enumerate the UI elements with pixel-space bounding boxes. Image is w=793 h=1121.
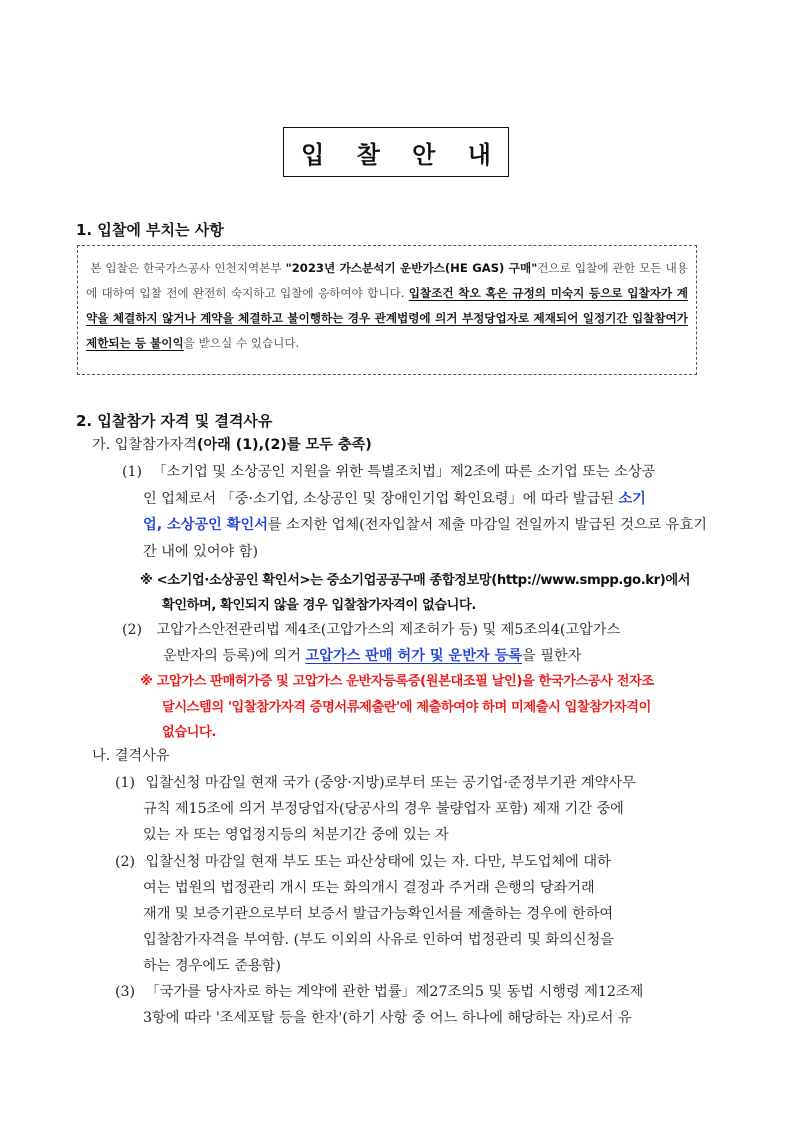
sub-b-item2-line2: 여는 법원의 법정관리 개시 또는 화의개시 결정과 주거래 은행의 당좌거래: [143, 880, 595, 896]
sub-b-item1-line2: 규칙 제15조에 의거 부정당업자(당공사의 경우 불량업자 포함) 제재 기간 중에: [143, 801, 624, 817]
notice-project-name: "2023년 가스분석기 운반가스(HE GAS) 구매": [285, 261, 538, 275]
sub-a-item2-num: (2): [122, 622, 143, 638]
sme-certificate-highlight: 소기: [618, 491, 646, 507]
notice-warning: 입찰조건 착오 혹은 규정의 미숙지 등으로 입찰자가 계약을 체결하지 않거나 계약을 체결하고 불이행하는 경우 관계법령에 의거 부정당업자로 제재되어 일정기간 입찰참여가 제한되는 등 불이익: [86, 286, 688, 350]
sub-a-item2-line2: 운반자의 등록)에 의거 고압가스 판매 허가 및 운반자 등록을 필한자: [163, 648, 582, 664]
document-title: 입 찰 안 내: [301, 140, 503, 169]
sub-b-item2-line1: (2) 입찰신청 마감일 현재 부도 또는 파산상태에 있는 자. 다만, 부도업체에 대하: [115, 854, 611, 870]
sub-b-item3-num: (3): [115, 984, 136, 1000]
gas-license-note-line2: 달시스템의 '입찰참가자격 증명서류제출란'에 제출하여야 하며 미제출시 입찰참가자격이: [162, 700, 651, 715]
sub-b-item3-line2: 3항에 따라 '조세포탈 등을 한자'(하기 사항 중 어느 하나에 해당하는 자)로서 유: [143, 1010, 632, 1026]
notice-after-project: 건으로 입찰에 관한 모든 내용에 대하여 입찰 전에 완전히 숙지하고 입찰에 응하여야 합니다.: [86, 261, 688, 300]
sub-b-item1-num: (1): [115, 775, 136, 791]
sme-note-line2: 확인하며, 확인되지 않을 경우 입찰참가자격이 없습니다.: [162, 598, 476, 613]
section2-heading: 2. 입찰참가 자격 및 결격사유: [76, 412, 273, 430]
sme-certificate-highlight-2: 업, 소상공인 확인서: [143, 517, 268, 533]
notice-ending: 을 받으실 수 있습니다.: [183, 336, 300, 350]
section1-heading: 1. 입찰에 부치는 사항: [76, 221, 224, 239]
sub-b-item3-line1: (3) 「국가를 당사자로 하는 계약에 관한 법률」제27조의5 및 동법 시행령 제12조제: [115, 984, 644, 1000]
sub-a-item1-line4: 간 내에 있어야 함): [143, 544, 259, 560]
sub-b-item2-line5: 하는 경우에도 준용함): [143, 958, 281, 974]
gas-license-highlight: 고압가스 판매 허가 및 운반자 등록: [305, 648, 522, 664]
sme-note-line1: ※ <소기업·소상공인 확인서>는 중소기업공공구매 종합정보망(http://www.smpp.go.kr)에서: [140, 573, 691, 588]
sub-a-item1-line2: 인 업체로서 「중·소기업, 소상공인 및 장애인기업 확인요령」에 따라 발급된 소기: [143, 491, 646, 507]
sub-b-item2-num: (2): [115, 854, 136, 870]
sub-a-item1-num: (1): [122, 464, 143, 480]
sub-b-item1-line1: (1) 입찰신청 마감일 현재 국가 (중앙·지방)로부터 또는 공기업·준정부기관 계약사무: [115, 775, 636, 791]
sub-a-label-bold: (아래 (1),(2)를 모두 충족): [196, 437, 372, 453]
sub-a-item2-line1: (2) 고압가스안전관리법 제4조(고압가스의 제조허가 등) 및 제5조의4(고압가스: [122, 622, 621, 638]
sub-b-heading: 나. 결격사유: [92, 748, 170, 764]
sub-a-item1-line3: 업, 소상공인 확인서를 소지한 업체(전자입찰서 제출 마감일 전일까지 발급된 것으로 유효기: [143, 517, 707, 533]
gas-license-note-line3: 없습니다.: [162, 725, 216, 740]
sub-a-heading: [92, 434, 372, 454]
sub-b-item1-line3: 있는 자 또는 영업정지등의 처분기간 중에 있는 자: [143, 827, 449, 843]
sub-b-item2-line3: 재개 및 보증기관으로부터 보증서 발급가능확인서를 제출하는 경우에 한하여: [143, 906, 614, 922]
gas-license-note-line1: ※ 고압가스 판매허가증 및 고압가스 운반자등록증(원본대조필 날인)을 한국가스공사 전자조: [140, 674, 654, 689]
sub-b-item2-line4: 입찰참가자격을 부여함. (부도 이외의 사유로 인하여 법정관리 및 화의신청을: [143, 932, 614, 948]
bid-notice-box: [77, 245, 697, 375]
notice-intro: 본 입찰은 한국가스공사 인천지역본부: [90, 261, 286, 275]
document-title-box: [283, 127, 509, 177]
sub-a-item1-line1: (1) 「소기업 및 소상공인 지원을 위한 특별조치법」제2조에 따른 소기업 또는 소상공: [122, 464, 656, 480]
sub-a-label: 가. 입찰참가자격: [92, 437, 197, 453]
